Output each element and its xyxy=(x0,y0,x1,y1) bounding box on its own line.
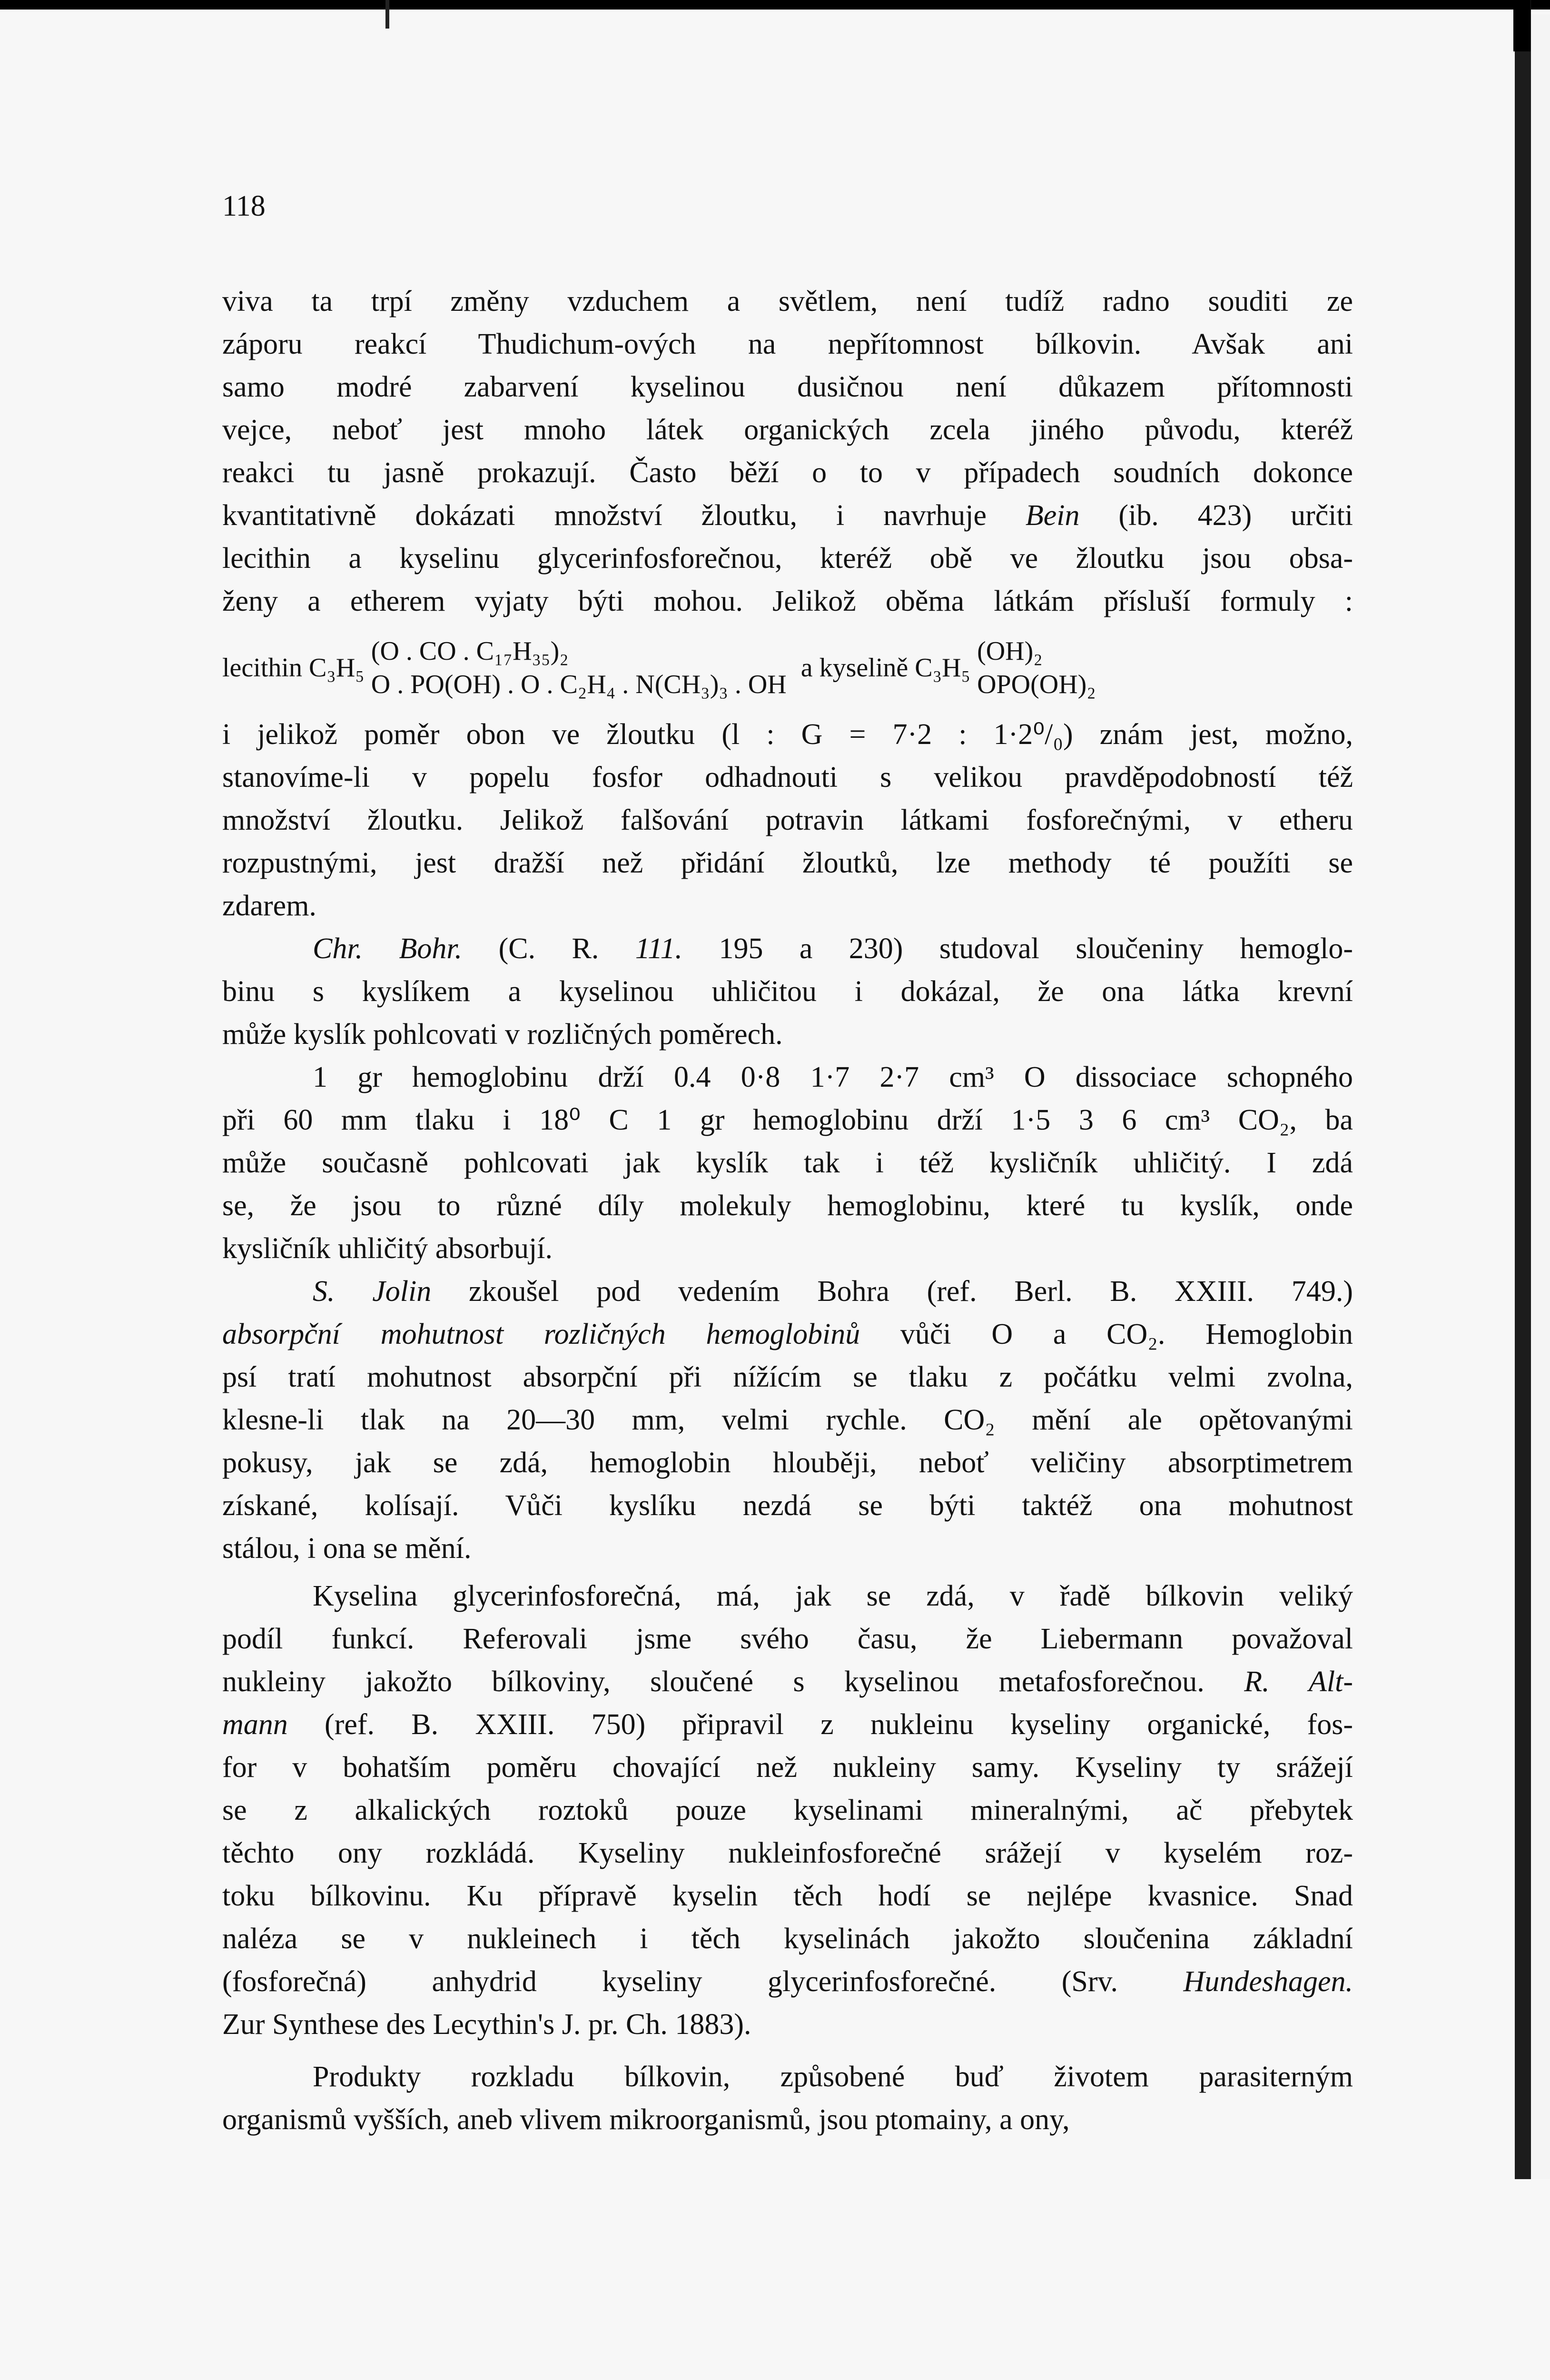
text-segment: stanovíme-li v popelu fosfor odhadnouti s velikou pravděpodobností též xyxy=(222,761,1353,793)
text-line xyxy=(222,1398,1353,1441)
text-line xyxy=(222,1356,1353,1398)
text-line xyxy=(222,1313,1353,1356)
italic-text: 111. xyxy=(635,932,683,965)
text-line xyxy=(222,1141,1353,1184)
text-segment: for v bohatším poměru chovající než nukleiny samy. Kyseliny ty srážejí xyxy=(222,1751,1353,1784)
text-line xyxy=(222,1099,1353,1141)
italic-text: R. Alt- xyxy=(1244,1666,1353,1698)
text-segment: těchto ony rozkládá. Kyseliny nukleinfosforečné srážejí v kyselém roz- xyxy=(222,1837,1353,1869)
text-line xyxy=(222,366,1353,408)
text-segment: naléza se v nukleinech i těch kyselinách jakožto sloučenina základní xyxy=(222,1923,1353,1955)
text-segment: (ref. B. XXIII. 750) připravil z nukleinu kyseliny organické, fos- xyxy=(287,1708,1353,1741)
italic-text: absorpční mohutnost rozličných hemoglobinů xyxy=(222,1318,860,1350)
scan-binding-edge xyxy=(1515,0,1531,2179)
text-segment: se z alkalických roztoků pouze kyselinami mineralnými, ač přebytek xyxy=(222,1794,1353,1826)
text-segment: (fosforečná) anhydrid kyseliny glycerinfosforečné. (Srv. xyxy=(222,1965,1184,1998)
text-segment: 195 a 230) studoval sloučeniny hemoglo- xyxy=(682,932,1353,965)
text-line xyxy=(222,1013,1353,1056)
text-line xyxy=(222,1527,1353,1570)
text-segment: i jelikož poměr obon ve žloutku (l : G = 7·2 : 1·2⁰/₀) znám jest, možno, xyxy=(222,718,1353,751)
text-line xyxy=(222,494,1353,537)
italic-text: S. Jolin xyxy=(313,1275,432,1308)
text-segment: pokusy, jak se zdá, hemoglobin hlouběji, neboť veličiny absorptimetrem xyxy=(222,1447,1353,1479)
text-line xyxy=(222,2055,1353,2098)
text-line xyxy=(222,1184,1353,1227)
text-line xyxy=(222,1960,1353,2003)
text-segment: vůči O a CO₂. Hemoglobin xyxy=(860,1318,1353,1350)
text-line xyxy=(222,713,1353,756)
acid-formula-top: (OH)₂ xyxy=(977,636,1043,666)
text-segment: organismů vyšších, aneb vlivem mikroorganismů, jsou ptomainy, a ony, xyxy=(222,2103,1070,2136)
lecithin-formula-top: (O . CO . C₁₇H₃₅)₂ xyxy=(371,636,569,666)
text-segment: samo modré zabarvení kyselinou dusičnou není důkazem přítomnosti xyxy=(222,371,1353,403)
text-line xyxy=(222,537,1353,580)
text-line xyxy=(222,1270,1353,1313)
lecithin-label: lecithin C₃H₅ xyxy=(222,653,365,683)
italic-text: Hundeshagen. xyxy=(1183,1965,1353,1998)
paragraph-block xyxy=(222,713,1353,2141)
text-segment: rozpustnými, jest dražší než přidání žloutků, lze methody té použíti se xyxy=(222,847,1353,879)
body-text xyxy=(222,0,1353,2141)
lecithin-formula-bottom: O . PO(OH) . O . C₂H₄ . N(CH₃)₃ . OH xyxy=(371,670,787,699)
text-segment: 1 gr hemoglobinu drží 0.4 0·8 1·7 2·7 cm³ O dissociace schopného xyxy=(313,1061,1353,1093)
next-page-edge xyxy=(1531,14,1550,2179)
text-segment: lecithin a kyselinu glycerinfosforečnou, kteréž obě ve žloutku jsou obsa- xyxy=(222,542,1353,575)
text-segment: stálou, i ona se mění. xyxy=(222,1532,472,1565)
italic-text: mann xyxy=(222,1708,288,1741)
text-segment: Produkty rozkladu bílkovin, způsobené buď životem parasiterným xyxy=(313,2061,1353,2093)
text-line xyxy=(222,799,1353,842)
text-segment: množství žloutku. Jelikož falšování potravin látkami fosforečnými, v etheru xyxy=(222,804,1353,836)
text-line xyxy=(222,884,1353,927)
text-segment: binu s kyslíkem a kyselinou uhličitou i dokázal, že ona látka krevní xyxy=(222,975,1353,1008)
text-line xyxy=(222,1789,1353,1832)
acid-formula xyxy=(977,635,1096,701)
text-segment: psí tratí mohutnost absorpční při nížícím se tlaku z počátku velmi zvolna, xyxy=(222,1361,1353,1393)
text-line xyxy=(222,842,1353,884)
text-segment: se, že jsou to různé díly molekuly hemoglobinu, které tu kyslík, onde xyxy=(222,1190,1353,1222)
text-segment: kvantitativně dokázati množství žloutku, i navrhuje xyxy=(222,499,1026,532)
lecithin-formula xyxy=(371,635,787,701)
scan-binding-top xyxy=(1513,0,1530,51)
italic-text: Bein xyxy=(1025,499,1080,532)
acid-label: a kyselině C₃H₅ xyxy=(800,653,971,683)
text-segment: ženy a etherem vyjaty býti mohou. Jelikož oběma látkám přísluší formuly : xyxy=(222,585,1353,617)
text-segment: může kyslík pohlcovati v rozličných poměrech. xyxy=(222,1018,783,1051)
text-segment: nukleiny jakožto bílkoviny, sloučené s kyselinou metafosforečnou. xyxy=(222,1666,1244,1698)
text-segment: zdarem. xyxy=(222,890,316,922)
text-segment: Kyselina glycerinfosforečná, má, jak se zdá, v řadě bílkovin veliký xyxy=(313,1580,1353,1612)
text-segment: může současně pohlcovati jak kyslík tak i též kysličník uhličitý. I zdá xyxy=(222,1147,1353,1179)
text-line xyxy=(222,1917,1353,1960)
text-segment: vejce, neboť jest mnoho látek organických zcela jiného původu, kteréž xyxy=(222,414,1353,446)
text-line xyxy=(222,970,1353,1013)
text-segment: viva ta trpí změny vzduchem a světlem, není tudíž radno souditi ze xyxy=(222,285,1353,317)
text-segment: podíl funkcí. Referovali jsme svého času, že Liebermann považoval xyxy=(222,1623,1353,1655)
text-segment: reakci tu jasně prokazují. Často běží o to v případech soudních dokonce xyxy=(222,456,1353,489)
text-segment: (ib. 423) určiti xyxy=(1079,499,1353,532)
text-line xyxy=(222,1660,1353,1703)
italic-text: Chr. Bohr. xyxy=(313,932,463,965)
text-segment: toku bílkovinu. Ku přípravě kyselin těch hodí se nejlépe kvasnice. Snad xyxy=(222,1880,1353,1912)
text-segment: zkoušel pod vedením Bohra (ref. Berl. B. XXIII. 749.) xyxy=(431,1275,1353,1308)
text-line xyxy=(222,1441,1353,1484)
text-line xyxy=(222,451,1353,494)
text-segment: klesne-li tlak na 20—30 mm, velmi rychle. CO₂ mění ale opětovanými xyxy=(222,1404,1353,1436)
text-line xyxy=(222,1703,1353,1746)
text-line xyxy=(222,927,1353,970)
text-line xyxy=(222,323,1353,366)
text-segment: kysličník uhličitý absorbují. xyxy=(222,1232,553,1265)
text-line xyxy=(222,1227,1353,1270)
text-line xyxy=(222,1874,1353,1917)
text-line xyxy=(222,756,1353,799)
text-line xyxy=(222,408,1353,451)
page-number: 118 xyxy=(222,190,266,222)
acid-formula-bottom: OPO(OH)₂ xyxy=(977,670,1096,699)
text-line xyxy=(222,2003,1353,2046)
text-line xyxy=(222,1832,1353,1874)
text-segment: získané, kolísají. Vůči kyslíku nezdá se býti taktéž ona mohutnost xyxy=(222,1489,1353,1522)
text-line xyxy=(222,280,1353,323)
text-line xyxy=(222,1746,1353,1789)
text-segment: při 60 mm tlaku i 18⁰ C 1 gr hemoglobinu drží 1·5 3 6 cm³ CO₂, ba xyxy=(222,1104,1353,1136)
text-segment: Zur Synthese des Lecythin's J. pr. Ch. 1883). xyxy=(222,2008,751,2041)
text-segment: záporu reakcí Thudichum-ových na nepřítomnost bílkovin. Avšak ani xyxy=(222,328,1353,360)
text-segment: (C. R. xyxy=(462,932,635,965)
chemical-formulas xyxy=(222,623,1353,713)
text-line xyxy=(222,1617,1353,1660)
text-line xyxy=(222,1056,1353,1099)
text-line xyxy=(222,580,1353,623)
text-line xyxy=(222,1484,1353,1527)
paragraph-block xyxy=(222,280,1353,623)
text-line xyxy=(222,1575,1353,1617)
text-line xyxy=(222,2098,1353,2141)
